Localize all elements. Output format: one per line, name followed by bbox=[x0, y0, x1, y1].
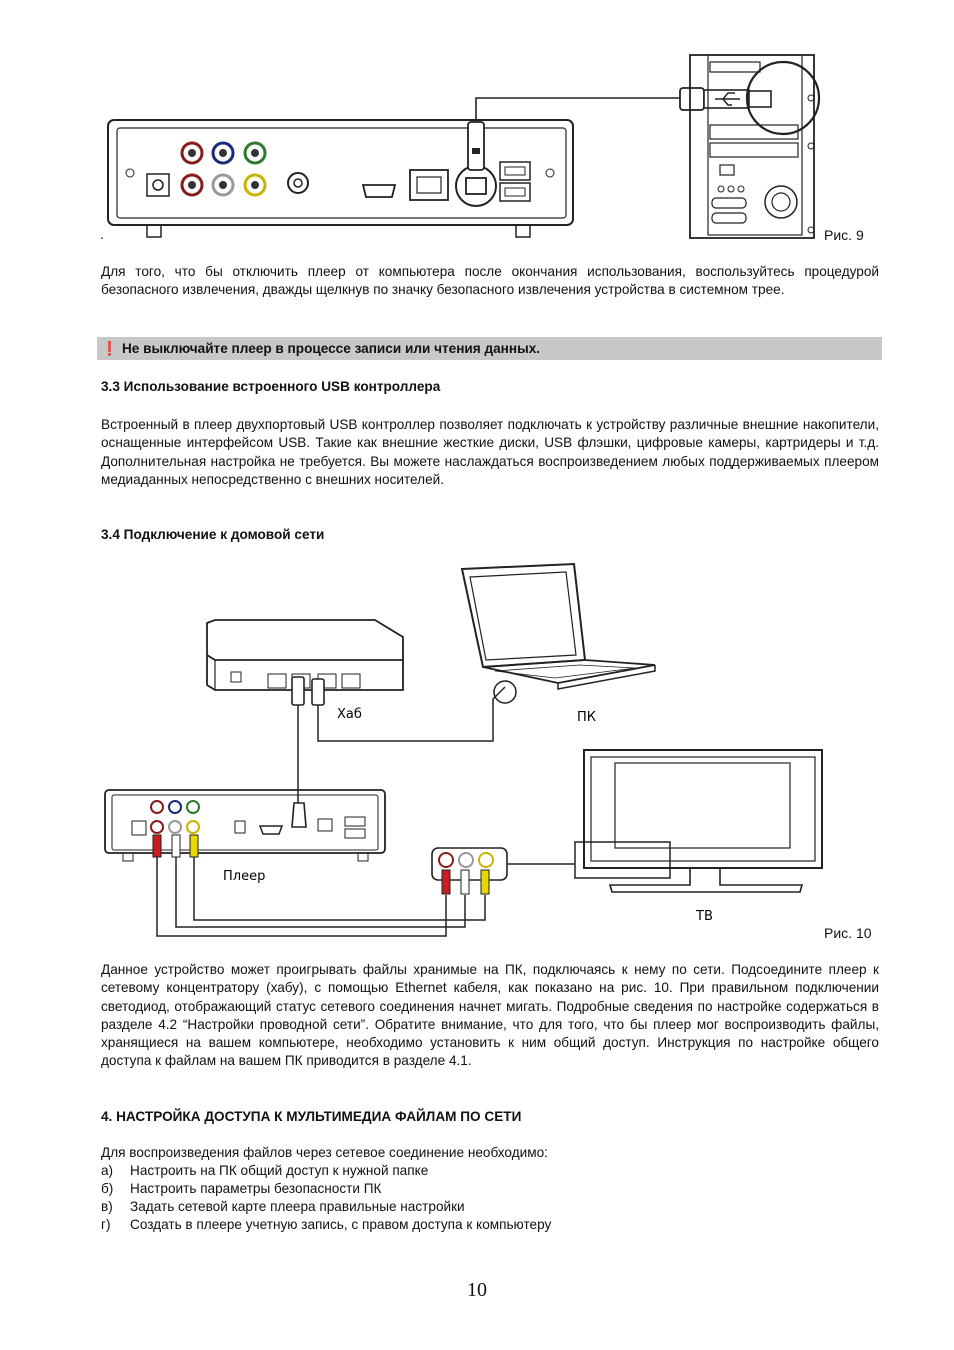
label-pc: ПК bbox=[577, 710, 597, 725]
paragraph-safe-removal: Для того, что бы отключить плеер от компьютера после окончания использования, воспользуйтесь процедурой безопасного извлечения, дважды щелкнув по значку безопасного извлечения устройства в системном трее. bbox=[101, 264, 879, 298]
list-item-text: Задать сетевой карте плеера правильные настройки bbox=[130, 1199, 465, 1214]
hub-device bbox=[207, 620, 403, 705]
exclamation-icon: ❗ bbox=[101, 341, 118, 356]
list-item-marker: г) bbox=[101, 1217, 111, 1232]
list-item-text: Настроить на ПК общий доступ к нужной папке bbox=[130, 1163, 429, 1178]
network-cables bbox=[292, 687, 505, 827]
section-4-title: 4. НАСТРОЙКА ДОСТУПА К МУЛЬТИМЕДИА ФАЙЛАМ ПО СЕТИ bbox=[101, 1109, 522, 1124]
label-hub: Хаб bbox=[337, 707, 362, 722]
section-3-3-body: Встроенный в плеер двухпортовый USB контроллер позволяет подключать к устройству различные внешние накопители, оснащенные интерфейсом USB. Такие как внешние жесткие диски, USB флэшки, цифровые камеры, картридеры и т.д. Дополнительная настройка не требуется. Вы можете наслаждаться воспроизведением любых поддерживаемых плеером медиаданных непосредственно с внешних носителей. bbox=[101, 417, 879, 487]
label-tv: ТВ bbox=[696, 909, 713, 924]
laptop bbox=[462, 564, 655, 703]
list-item-text: Настроить параметры безопасности ПК bbox=[130, 1181, 382, 1196]
figure-9-caption: Рис. 9 bbox=[824, 227, 864, 243]
warning-banner bbox=[97, 337, 882, 360]
figure-9-dot: . bbox=[100, 226, 104, 242]
list-item-marker: а) bbox=[101, 1163, 114, 1178]
usb-cable bbox=[468, 88, 771, 170]
warning-text: Не выключайте плеер в процессе записи или чтения данных. bbox=[121, 341, 541, 356]
player-device bbox=[105, 790, 385, 861]
section-4-intro: Для воспроизведения файлов через сетевое соединение необходимо: bbox=[101, 1145, 548, 1160]
section-3-4-title: 3.4 Подключение к домовой сети bbox=[101, 527, 325, 542]
figure-10-caption: Рис. 10 bbox=[824, 925, 872, 941]
section-3-3-title: 3.3 Использование встроенного USB контроллера bbox=[101, 379, 441, 394]
paragraph-network: Данное устройство может проигрывать файлы хранимые на ПК, подключаясь к нему по сети. Подсоедините плеер к сетевому концентратору (хабу), с помощью Ethernet кабеля, как показано на рис. 10. При правильном подключении светодиод, отображающий статус сетевого соединения начнет мигать. Подробные сведения по настройке содержаться в разделе 4.2 “Настройки проводной сети”. Обратите внимание, что для того, что бы плеер мог воспроизводить файлы, хранящиеся на вашем компьютере, необходимо установить к ним общий доступ. Инструкция по настройке общего доступа к файлам на вашем ПК приводится в разделе 4.1. bbox=[101, 962, 879, 1069]
page-number: 10 bbox=[467, 1279, 487, 1301]
figure-9-usb-connection-diagram bbox=[95, 50, 825, 245]
label-player: Плеер bbox=[223, 869, 266, 884]
list-item-marker: в) bbox=[101, 1199, 113, 1214]
figure-10-network-diagram bbox=[100, 555, 830, 940]
tv-set bbox=[575, 750, 822, 892]
pc-tower bbox=[690, 55, 819, 238]
list-item-marker: б) bbox=[101, 1181, 114, 1196]
player-back-panel bbox=[108, 120, 573, 237]
list-item-text: Создать в плеере учетную запись, с правом доступа к компьютеру bbox=[130, 1217, 552, 1232]
